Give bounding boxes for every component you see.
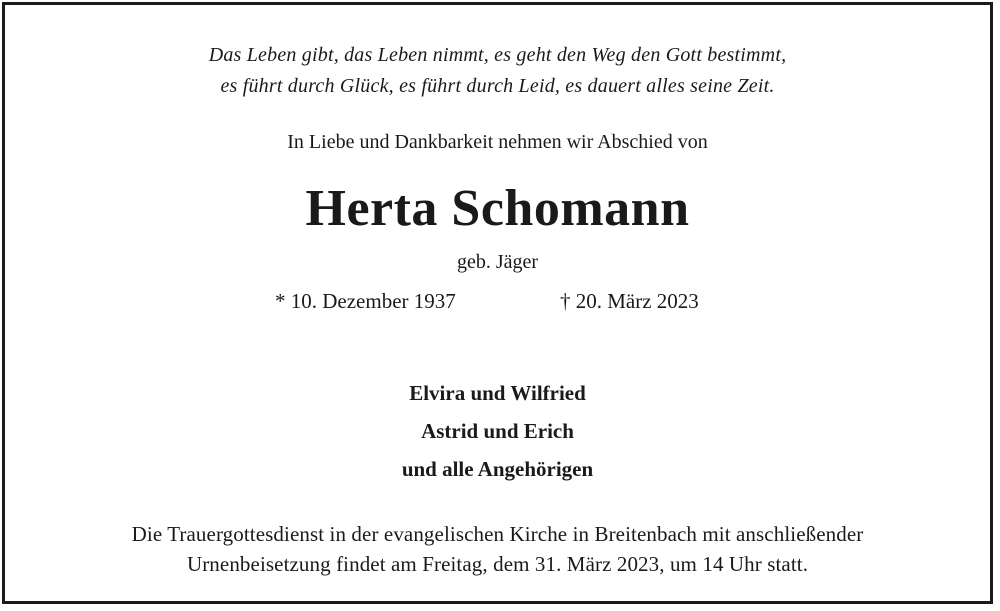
verse-line-2: es führt durch Glück, es führt durch Leid, es dauert alles seine Zeit. [220, 75, 775, 97]
birth-name: geb. Jäger [456, 251, 539, 273]
intro-text: In Liebe und Dankbarkeit nehmen wir Abschied von [287, 131, 708, 153]
service-info-line-1: Die Trauergottesdienst in der evangelischen Kirche in Breitenbach mit anschließender [131, 522, 864, 546]
verse-line-1: Das Leben gibt, das Leben nimmt, es geht den Weg den Gott bestimmt, [208, 44, 787, 66]
deceased-name: Herta Schomann [305, 180, 690, 237]
death-date: † 20. März 2023 [560, 289, 699, 313]
service-info-line-2: Urnenbeisetzung findet am Freitag, dem 31. März 2023, um 14 Uhr statt. [186, 552, 809, 576]
mourner-line: und alle Angehörigen [401, 457, 594, 481]
obituary-notice [2, 2, 993, 604]
mourner-line: Elvira und Wilfried [409, 381, 586, 405]
life-dates [5, 289, 990, 317]
mourner-line: Astrid und Erich [421, 419, 574, 443]
birth-date: * 10. Dezember 1937 [275, 289, 456, 313]
